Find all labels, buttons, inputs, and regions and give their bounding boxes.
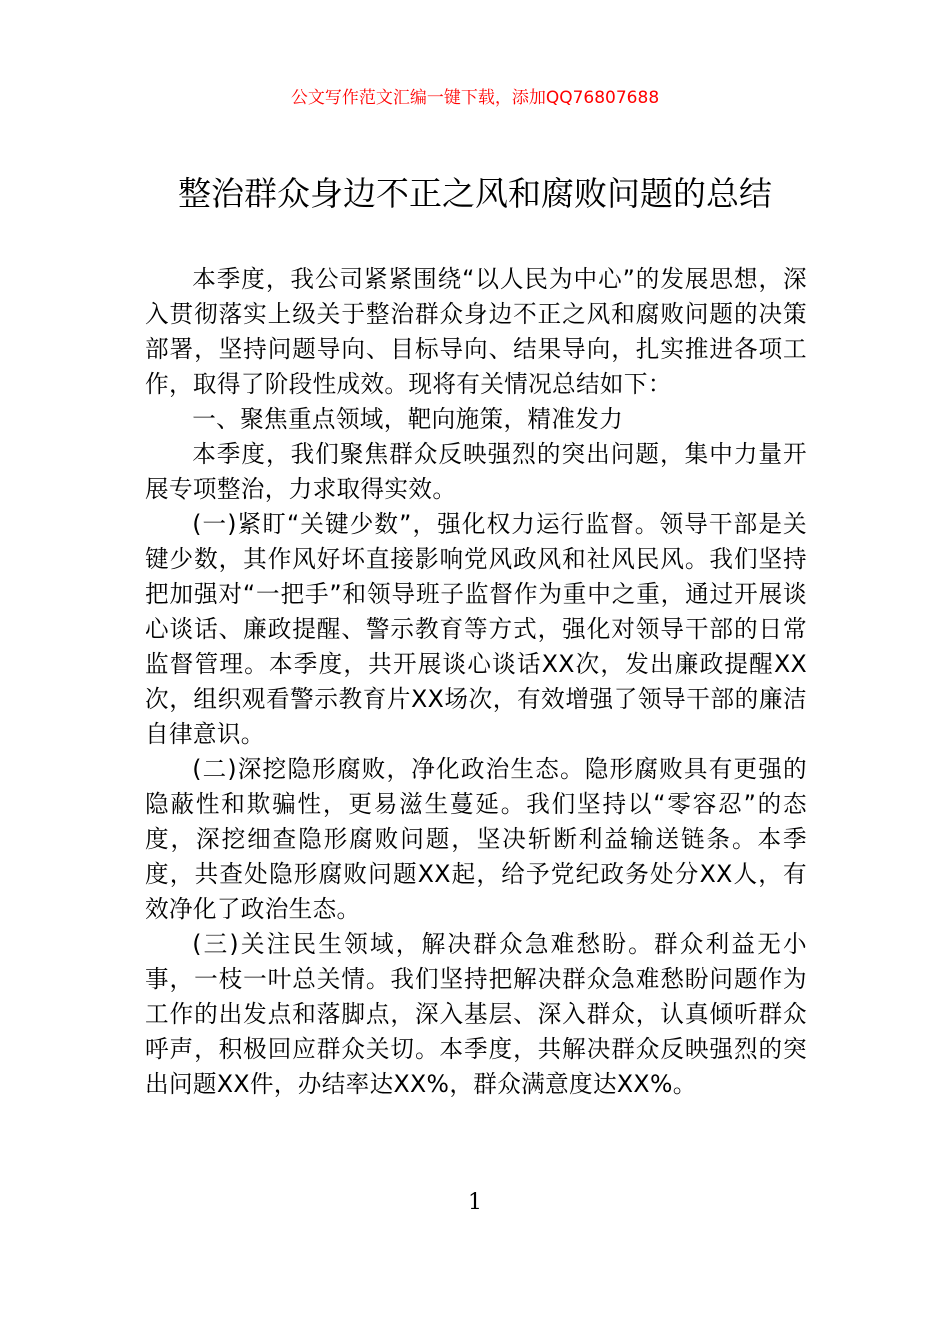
document-title: 整治群众身边不正之风和腐败问题的总结 [178,174,772,213]
item-3-paragraph: (三)关注民生领域，解决群众急难愁盼。群众利益无小事，一枝一叶总关情。我们坚持把解决群众急难愁盼问题作为工作的出发点和落脚点，深入基层、深入群众，认真倾听群众呼声，积极回应群众关切。本季度，共解决群众反映强烈的突出问题XX件，办结率达XX%，群众满意度达XX%。 [145,930,807,1098]
intro-paragraph: 本季度，我公司紧紧围绕“以人民为中心”的发展思想，深入贯彻落实上级关于整治群众身边不正之风和腐败问题的决策部署，坚持问题导向、目标导向、结果导向，扎实推进各项工作，取得了阶段性成效。现将有关情况总结如下： [145,265,807,398]
section-1-intro-paragraph: 本季度，我们聚焦群众反映强烈的突出问题，集中力量开展专项整治，力求取得实效。 [145,440,807,503]
item-1-paragraph: (一)紧盯“关键少数”，强化权力运行监督。领导干部是关键少数，其作风好坏直接影响党风政风和社风民风。我们坚持把加强对“一把手”和领导班子监督作为重中之重，通过开展谈心谈话、廉政提醒、警示教育等方式，强化对领导干部的日常监督管理。本季度，共开展谈心谈话XX次，发出廉政提醒XX次，组织观看警示教育片XX场次，有效增强了领导干部的廉洁自律意识。 [145,510,807,748]
document-body [145,262,807,1102]
item-2-paragraph: (二)深挖隐形腐败，净化政治生态。隐形腐败具有更强的隐蔽性和欺骗性，更易滋生蔓延。我们坚持以“零容忍”的态度，深挖细查隐形腐败问题，坚决斩断利益输送链条。本季度，共查处隐形腐败问题XX起，给予党纪政务处分XX人，有效净化了政治生态。 [145,755,807,923]
download-banner: 公文写作范文汇编一键下载，添加QQ76807688 [290,88,660,108]
section-heading-1: 一、聚焦重点领域，靶向施策，精准发力 [192,405,624,433]
page-number: 1 [468,1190,482,1215]
